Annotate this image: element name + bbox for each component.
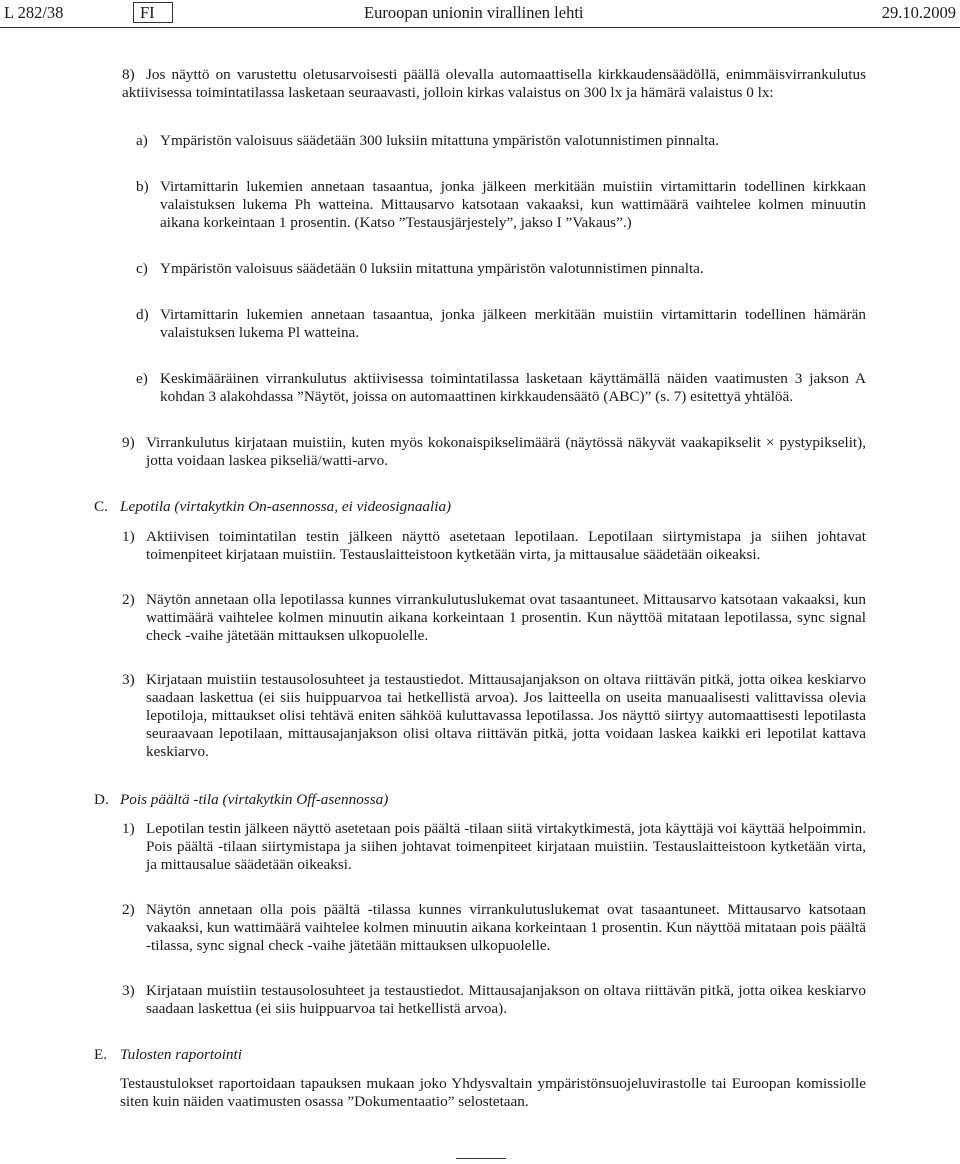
subitem-text: Virtamittarin lukemien annetaan tasaantua, jonka jälkeen merkitään muistiin virtamittarin todellinen kirkkaan valaistuksen lukema Ph watteina. Mittausarvo katsotaan vakaaksi, kun wattimäärä vaihtelee kolmen minuutin aikana korkeintaan 1 prosentin. (Katso ”Testausjärjestely”, jakso I ”Vakaus”.) xyxy=(160,178,866,231)
item-text: Lepotilan testin jälkeen näyttö asetetaan pois päältä -tilaan siitä virtakytkimestä, jota käyttäjä voi käyttää helpoimmin. Pois päältä -tilaan siirtymistapa ja siihen johtavat toimenpiteet kirjataan muistiin. Testauslaitteistoon kytketään virta, ja mittausalue säädetään oikeaksi. xyxy=(146,820,866,873)
section-d-item-2 xyxy=(122,901,866,955)
section-d-item-3 xyxy=(122,982,866,1018)
item-marker: 3) xyxy=(122,982,135,999)
item-text: Virrankulutus kirjataan muistiin, kuten myös kokonaispikselimäärä (näytössä näkyvät vaakapikselit × pystypikselit), jotta voidaan laskea pikseliä/watti-arvo. xyxy=(146,434,866,469)
publication-date: 29.10.2009 xyxy=(881,3,956,22)
item-marker: 2) xyxy=(122,591,135,608)
section-e-heading xyxy=(94,1046,866,1064)
section-d-heading xyxy=(94,791,866,809)
item-marker: 3) xyxy=(122,671,135,688)
section-e-text xyxy=(120,1075,866,1111)
subitem-marker: b) xyxy=(136,178,149,195)
subitem-marker: d) xyxy=(136,306,149,323)
section-c-item-2 xyxy=(122,591,866,645)
subitem-b xyxy=(136,178,866,232)
section-text: Testaustulokset raportoidaan tapauksen mukaan joko Yhdysvaltain ympäristönsuojeluvirastolle tai Euroopan komissiolle siten kuin näiden vaatimusten osassa ”Dokumentaatio” selostetaan. xyxy=(120,1075,866,1110)
item-text: Näytön annetaan olla lepotilassa kunnes virrankulutuslukemat ovat tasaantuneet. Mittausarvo katsotaan vakaaksi, kun wattimäärä vaihtelee kolmen minuutin aikana korkeintaan 1 prosentin. Kun näyttöä mitataan lepotilassa, sync signal check -vaihe jätetään mittauksen ulkopuolelle. xyxy=(146,591,866,644)
item-8 xyxy=(122,66,866,102)
section-c-item-1 xyxy=(122,528,866,564)
subitem-marker: e) xyxy=(136,370,148,387)
subitem-text: Virtamittarin lukemien annetaan tasaantua, jonka jälkeen merkitään muistiin virtamittarin todellinen hämärän valaistuksen lukema Pl watteina. xyxy=(160,306,866,341)
section-title: Pois päältä -tila (virtakytkin Off-asennossa) xyxy=(120,791,389,808)
footer-rule xyxy=(456,1158,506,1159)
item-text: Kirjataan muistiin testausolosuhteet ja testaustiedot. Mittausajanjakson on oltava riittävän pitkä, jotta oikea keskiarvo saadaan laskettua (ei siis huippuarvoa tai hetkellistä arvoa). Jos laitteella on useita manuaalisesti valittavissa olevia lepotiloja, mittaukset olisi tehtävä eniten sähköä kuluttavassa lepotilassa. Jos näyttö siirtyy automaattisesti lepotilasta seuraavaan lepotilaan, mittausajanjakson olisi oltava riittävän pitkä, jotta voidaan laskea kaikki eri lepotilat kattava keskiarvo. xyxy=(146,671,866,760)
section-title: Lepotila (virtakytkin On-asennossa, ei videosignaalia) xyxy=(120,498,452,515)
subitem-e xyxy=(136,370,866,406)
page-header xyxy=(0,2,960,26)
subitem-text: Ympäristön valoisuus säädetään 300 luksiin mitattuna ympäristön valotunnistimen pinnalta. xyxy=(160,132,719,149)
section-marker: C. xyxy=(94,498,108,515)
item-marker: 1) xyxy=(122,528,135,545)
subitem-c xyxy=(136,260,866,278)
item-text: Aktiivisen toimintatilan testin jälkeen näyttö asetetaan lepotilaan. Lepotilaan siirtymistapa ja siihen johtavat toimenpiteet kirjataan muistiin. Testauslaitteistoon kytketään virta, ja mittausalue säädetään oikeaksi. xyxy=(146,528,866,563)
subitem-text: Ympäristön valoisuus säädetään 0 luksiin mitattuna ympäristön valotunnistimen pinnalta. xyxy=(160,260,704,277)
item-text: Näytön annetaan olla pois päältä -tilassa kunnes virrankulutuslukemat ovat tasaantuneet. Mittausarvo katsotaan vakaaksi, kun wattimäärä vaihtelee kolmen minuutin aikana korkeintaan 1 prosentin. Kun näyttöä mitataan pois päältä -tilassa, sync signal check -vaihe jätetään mittauksen ulkopuolelle. xyxy=(146,901,866,954)
subitem-marker: a) xyxy=(136,132,148,149)
header-rule xyxy=(0,27,960,28)
section-marker: E. xyxy=(94,1046,108,1063)
section-title: Tulosten raportointi xyxy=(120,1046,242,1063)
page-number: L 282/38 xyxy=(4,3,64,22)
item-marker: 1) xyxy=(122,820,135,837)
journal-title: Euroopan unionin virallinen lehti xyxy=(364,3,584,22)
subitem-text: Keskimääräinen virrankulutus aktiivisessa toimintatilassa lasketaan käyttämällä näiden vaatimusten 3 jakson A kohdan 3 alakohdassa ”Näytöt, joissa on automaattinen kirkkaudensäätö (ABC)” (s. 7) esitettyä yhtälöä. xyxy=(160,370,866,405)
section-c-heading xyxy=(94,498,866,516)
item-text: Kirjataan muistiin testausolosuhteet ja testaustiedot. Mittausajanjakson on oltava riittävän pitkä, jotta oikea keskiarvo saadaan laskettua (ei siis huippuarvoa tai hetkellistä arvoa). xyxy=(146,982,866,1017)
language-code-box: FI xyxy=(133,2,173,23)
section-c-item-3 xyxy=(122,671,866,761)
item-marker: 2) xyxy=(122,901,135,918)
section-d-item-1 xyxy=(122,820,866,874)
subitem-d xyxy=(136,306,866,342)
item-marker: 9) xyxy=(122,434,135,451)
item-9 xyxy=(122,434,866,470)
item-marker: 8) xyxy=(122,66,135,83)
item-text: Jos näyttö on varustettu oletusarvoisesti päällä olevalla automaattisella kirkkaudensäädöllä, enimmäisvirrankulutus aktiivisessa toimintatilassa lasketaan seuraavasti, jolloin kirkas valaistus on 300 lx ja hämärä valaistus 0 lx: xyxy=(122,66,866,101)
section-marker: D. xyxy=(94,791,109,808)
subitem-marker: c) xyxy=(136,260,148,277)
subitem-a xyxy=(136,132,866,150)
